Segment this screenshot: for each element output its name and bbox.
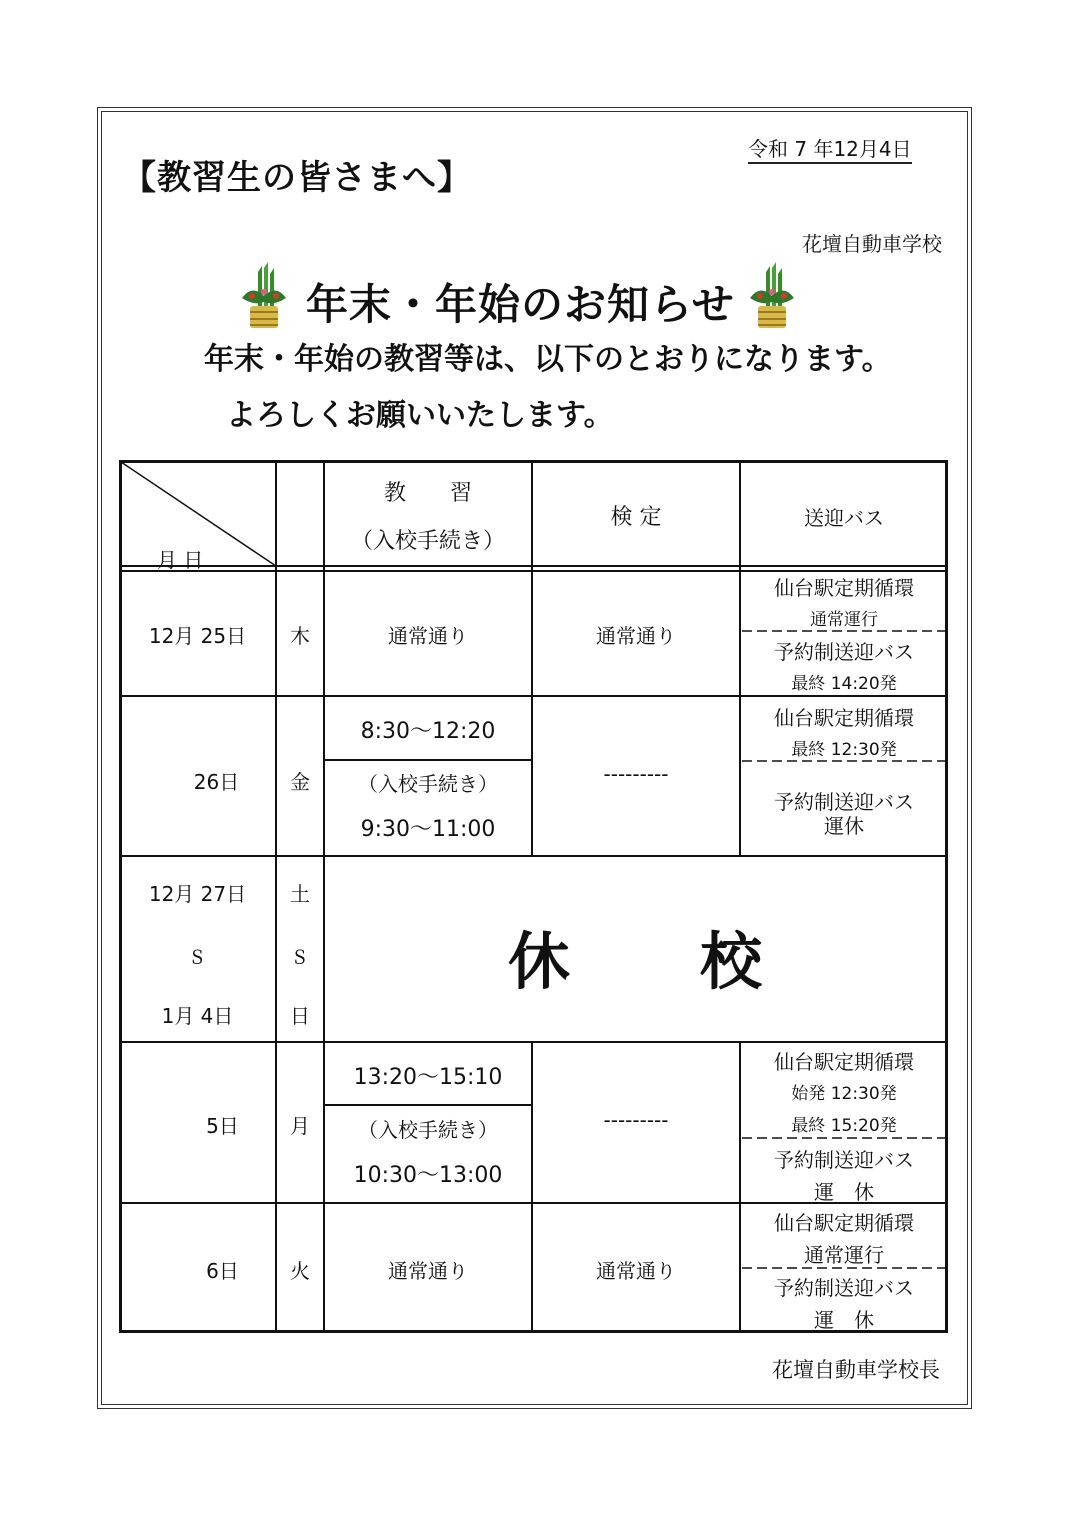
row-day-end: 日 <box>290 1004 310 1028</box>
bus-reserved-detail: 運 休 <box>814 1180 874 1204</box>
row-day: 月 <box>290 1114 310 1138</box>
row-date: 26日 <box>193 770 240 794</box>
bus-reserved-detail: 最終 14:20発 <box>791 674 897 694</box>
bus-circular-title: 仙台駅定期循環 <box>774 1211 914 1235</box>
row-day-range-mark: ｓ <box>290 938 310 971</box>
row-training-sub-time: 10:30～13:00 <box>353 1163 503 1188</box>
header-date: 月 日 <box>157 548 204 572</box>
bus-circular-detail: 最終 12:30発 <box>791 740 897 760</box>
intro-line-2: よろしくお願いいたします。 <box>226 398 614 433</box>
bus-reserved-title: 予約制送迎バス <box>774 1276 914 1300</box>
school-name: 花壇自動車学校 <box>802 232 942 256</box>
bus-circular-detail: 通常運行 <box>810 610 878 630</box>
principal-signature: 花壇自動車学校長 <box>772 1358 940 1382</box>
row-training-sub-time: 9:30～11:00 <box>360 817 496 842</box>
row-exam: --------- <box>603 1108 669 1132</box>
row-date: 6日 <box>206 1259 239 1283</box>
row-date: 12月 25日 <box>148 624 247 648</box>
bus-reserved-detail: 運 休 <box>814 1308 874 1332</box>
row-training-sub: （入校手続き） <box>358 772 498 796</box>
header-bus: 送迎バス <box>804 506 884 530</box>
bus-reserved-detail: 運休 <box>824 814 864 838</box>
bus-circular-detail: 通常運行 <box>804 1243 884 1267</box>
bus-circular-last: 最終 15:20発 <box>791 1116 897 1136</box>
kadomatsu-icon <box>746 262 798 332</box>
row-day: 木 <box>290 624 310 648</box>
row-training-sub: （入校手続き） <box>358 1118 498 1142</box>
issue-date: 令和 7 年12月4日 <box>748 136 912 164</box>
header-training-sub: （入校手続き） <box>350 529 505 554</box>
title-row <box>238 262 798 332</box>
row-exam: --------- <box>603 762 669 786</box>
bus-circular-first: 始発 12:30発 <box>791 1084 897 1104</box>
row-date-start: 12月 27日 <box>148 882 247 906</box>
bus-circular-title: 仙台駅定期循環 <box>774 1050 914 1074</box>
addressee-heading: 【教習生の皆さまへ】 <box>122 158 472 198</box>
schedule-table <box>119 460 948 1333</box>
row-date-end: 1月 4日 <box>161 1004 234 1028</box>
row-day: 火 <box>290 1259 310 1283</box>
row-day: 金 <box>290 770 310 794</box>
closed-label: 休 校 <box>507 925 764 998</box>
kadomatsu-icon <box>238 262 290 332</box>
row-date-range-mark: ｓ <box>187 938 208 971</box>
row-exam: 通常通り <box>596 624 676 648</box>
row-training: 通常通り <box>388 624 468 648</box>
bus-reserved-title: 予約制送迎バス <box>774 640 914 664</box>
row-day-start: 土 <box>290 882 310 906</box>
row-training-time: 13:20～15:10 <box>353 1065 503 1090</box>
row-training-time: 8:30～12:20 <box>360 719 496 744</box>
row-date: 5日 <box>206 1114 239 1138</box>
row-training: 通常通り <box>388 1259 468 1283</box>
intro-line-1: 年末・年始の教習等は、以下のとおりになります。 <box>204 342 892 377</box>
bus-reserved-title: 予約制送迎バス <box>774 1148 914 1172</box>
header-training: 教 習 <box>383 481 472 506</box>
bus-circular-title: 仙台駅定期循環 <box>774 706 914 730</box>
bus-reserved-title: 予約制送迎バス <box>774 790 914 814</box>
notice-title: 年末・年始のお知らせ <box>306 280 735 329</box>
header-exam: 検 定 <box>610 505 662 530</box>
bus-circular-title: 仙台駅定期循環 <box>774 576 914 600</box>
row-exam: 通常通り <box>596 1259 676 1283</box>
